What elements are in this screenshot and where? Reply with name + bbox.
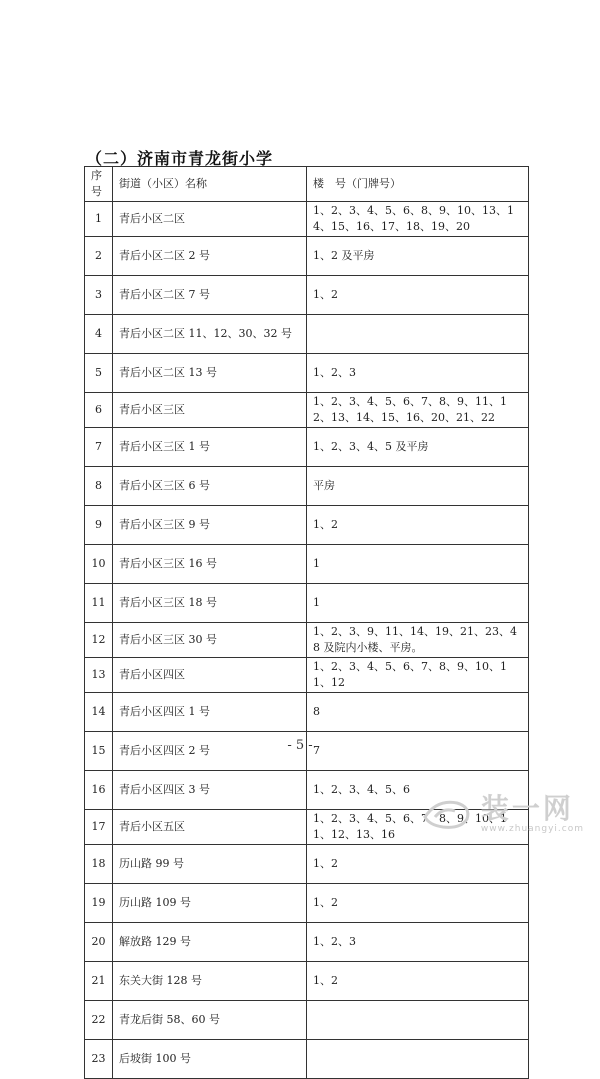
row-index-cell: 8 [85,467,113,506]
row-index-cell: 11 [85,584,113,623]
watermark-brand [481,794,584,834]
row-buildings-cell: 1、2、3、4、5、6、8、9、10、13、14、15、16、17、18、19、20 [307,202,529,237]
table-row [85,962,529,1001]
row-buildings-cell: 1、2 [307,845,529,884]
table-row [85,693,529,732]
row-street-cell: 青后小区三区 16 号 [113,545,307,584]
row-street-cell: 青后小区四区 3 号 [113,771,307,810]
row-street-cell: 青后小区四区 [113,658,307,693]
table-row [85,923,529,962]
row-index-cell: 21 [85,962,113,1001]
row-street-cell: 青后小区三区 6 号 [113,467,307,506]
row-street-cell: 历山路 99 号 [113,845,307,884]
row-street-cell: 青后小区二区 2 号 [113,237,307,276]
table-row [85,545,529,584]
table-row [85,237,529,276]
table-row [85,1040,529,1079]
row-buildings-cell: 平房 [307,467,529,506]
table-row [85,845,529,884]
row-index-cell: 19 [85,884,113,923]
header-buildings: 楼 号（门牌号） [307,167,529,202]
row-buildings-cell: 1、2 [307,276,529,315]
row-index-cell: 12 [85,623,113,658]
row-index-cell: 3 [85,276,113,315]
row-street-cell: 青后小区二区 [113,202,307,237]
row-index-cell: 13 [85,658,113,693]
row-buildings-cell: 1、2、3、4、5、6、7、8、9、11、12、13、14、15、16、20、21、22 [307,393,529,428]
row-buildings-cell: 1 [307,545,529,584]
row-buildings-cell [307,315,529,354]
brand-logo-icon [417,797,475,831]
table-row [85,276,529,315]
row-street-cell: 青后小区三区 1 号 [113,428,307,467]
row-buildings-cell: 1、2、3 [307,923,529,962]
row-index-cell: 10 [85,545,113,584]
row-buildings-cell: 1、2、3、4、5、6 [307,771,529,810]
row-buildings-cell: 1、2 [307,962,529,1001]
row-buildings-cell: 1、2 [307,506,529,545]
row-index-cell: 4 [85,315,113,354]
watermark [417,794,584,834]
row-index-cell: 20 [85,923,113,962]
row-buildings-cell [307,1001,529,1040]
row-index-cell: 16 [85,771,113,810]
row-buildings-cell: 1、2、3、4、5 及平房 [307,428,529,467]
row-buildings-cell: 1、2、3、9、11、14、19、21、23、48 及院内小楼、平房。 [307,623,529,658]
section-title: （二）济南市青龙街小学 [86,149,274,168]
row-index-cell: 23 [85,1040,113,1079]
header-index: 序号 [85,167,113,202]
table-row [85,202,529,237]
table-row [85,428,529,467]
row-street-cell: 青后小区二区 7 号 [113,276,307,315]
row-street-cell: 青后小区三区 18 号 [113,584,307,623]
row-index-cell: 18 [85,845,113,884]
row-street-cell: 解放路 129 号 [113,923,307,962]
row-buildings-cell: 1、2、3、4、5、6、7、8、9、10、11、12 [307,658,529,693]
table-row [85,354,529,393]
row-index-cell: 5 [85,354,113,393]
table-body [85,202,529,1079]
watermark-brand-name: 装一网 [480,792,574,825]
row-street-cell: 青后小区五区 [113,810,307,845]
row-index-cell: 2 [85,237,113,276]
row-street-cell: 青后小区三区 9 号 [113,506,307,545]
row-buildings-cell: 1、2、3 [307,354,529,393]
table-row [85,1001,529,1040]
table-row [85,315,529,354]
row-street-cell: 青后小区二区 13 号 [113,354,307,393]
header-street: 街道（小区）名称 [113,167,307,202]
row-index-cell: 7 [85,428,113,467]
table-header-row [85,167,529,202]
table-row [85,623,529,658]
row-buildings-cell [307,1040,529,1079]
row-buildings-cell: 8 [307,693,529,732]
table-row [85,506,529,545]
row-buildings-cell: 1、2 [307,884,529,923]
row-index-cell: 22 [85,1001,113,1040]
district-table [84,166,529,1079]
row-index-cell: 14 [85,693,113,732]
row-street-cell: 后坡街 100 号 [113,1040,307,1079]
row-street-cell: 青后小区四区 2 号 [113,732,307,771]
row-index-cell: 9 [85,506,113,545]
row-street-cell: 青龙后街 58、60 号 [113,1001,307,1040]
page-number: - 5 - [287,738,313,753]
row-street-cell: 青后小区三区 30 号 [113,623,307,658]
row-buildings-cell: 1、2、3、4、5、6、7、8、9、10、11、12、13、16 [307,810,529,845]
row-street-cell: 东关大街 128 号 [113,962,307,1001]
row-street-cell: 青后小区四区 1 号 [113,693,307,732]
row-buildings-cell: 1、2 及平房 [307,237,529,276]
row-index-cell: 6 [85,393,113,428]
row-street-cell: 青后小区三区 [113,393,307,428]
row-street-cell: 历山路 109 号 [113,884,307,923]
row-index-cell: 1 [85,202,113,237]
watermark-url: www.zhuangyi.com [480,824,584,834]
table-row [85,584,529,623]
row-index-cell: 15 [85,732,113,771]
table-row [85,393,529,428]
row-buildings-cell: 1 [307,584,529,623]
row-index-cell: 17 [85,810,113,845]
row-buildings-cell: 7 [307,732,529,771]
row-street-cell: 青后小区二区 11、12、30、32 号 [113,315,307,354]
table-row [85,884,529,923]
table-row [85,467,529,506]
table-row [85,658,529,693]
